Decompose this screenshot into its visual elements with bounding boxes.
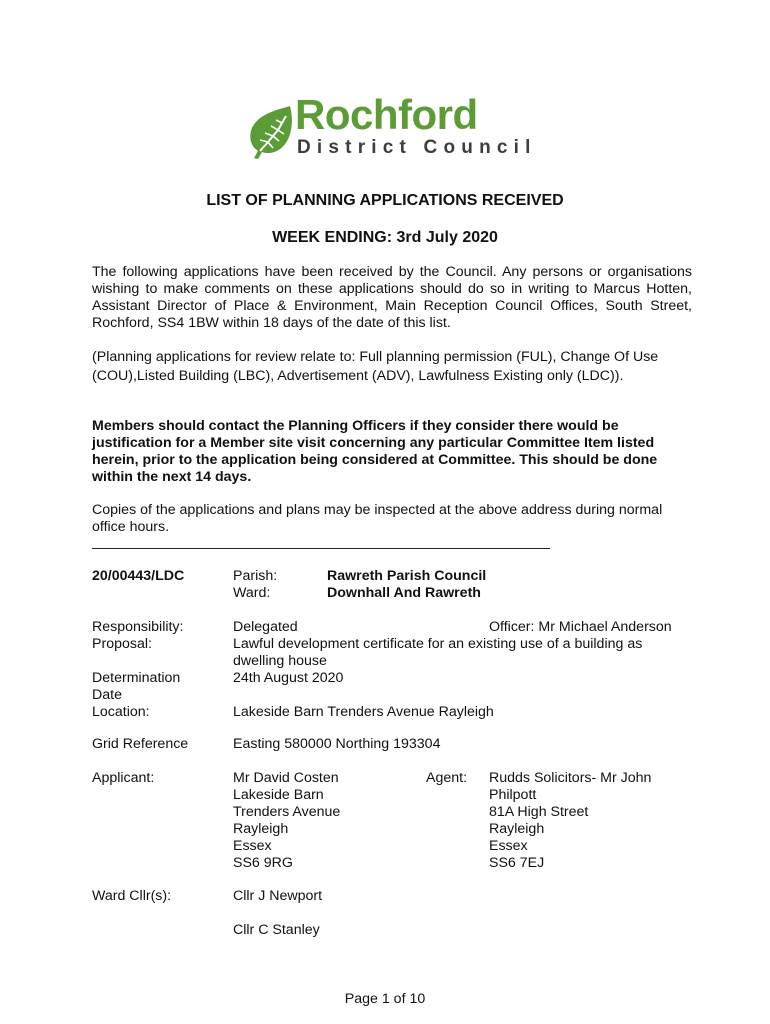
- application-reference: 20/00443/LDC: [92, 568, 185, 584]
- location-value: Lakeside Barn Trenders Avenue Rayleigh: [233, 704, 494, 720]
- ward-cllr-1: Cllr J Newport: [233, 888, 323, 904]
- responsibility-label: Responsibility:: [92, 619, 184, 635]
- ward-cllrs-label: Ward Cllr(s):: [92, 888, 172, 904]
- applicant-line: Lakeside Barn: [233, 787, 324, 803]
- applicant-line: SS6 9RG: [233, 855, 293, 871]
- determination-date: 24th August 2020: [233, 670, 344, 686]
- agent-line: 81A High Street: [489, 804, 589, 820]
- proposal-label: Proposal:: [92, 636, 152, 652]
- applicant-line: Essex: [233, 838, 272, 854]
- determination-label-1: Determination: [92, 670, 181, 686]
- agent-line: Essex: [489, 838, 528, 854]
- agent-line: Philpott: [489, 787, 537, 803]
- applicant-label: Applicant:: [92, 770, 155, 786]
- determination-label-2: Date: [92, 687, 122, 703]
- intro-paragraph-2: (Planning applications for review relate to: Full planning permission (FUL), Change Of Use (COU),Listed Building (LBC), Advertisement (ADV), Lawfulness Existing only (LDC)).: [92, 349, 659, 384]
- leaf-icon: [246, 104, 296, 160]
- applicant-line: Mr David Costen: [233, 770, 339, 786]
- agent-line: Rayleigh: [489, 821, 545, 837]
- grid-reference-value: Easting 580000 Northing 193304: [233, 736, 441, 752]
- week-ending: WEEK ENDING: 3rd July 2020: [272, 229, 498, 246]
- ward-label: Ward:: [233, 585, 271, 601]
- ward-cllr-2: Cllr C Stanley: [233, 922, 320, 938]
- page-number: Page 1 of 10: [344, 991, 426, 1007]
- parish-value: Rawreth Parish Council: [327, 568, 487, 584]
- ward-value: Downhall And Rawreth: [327, 585, 481, 601]
- page-title: LIST OF PLANNING APPLICATIONS RECEIVED: [206, 192, 564, 209]
- location-label: Location:: [92, 704, 150, 720]
- inspection-note: Copies of the applications and plans may be inspected at the above address during normal office hours.: [92, 502, 663, 535]
- parish-label: Parish:: [233, 568, 278, 584]
- council-logo: [246, 91, 537, 168]
- proposal-line-1: Lawful development certificate for an existing use of a building as: [233, 636, 643, 652]
- grid-reference-label: Grid Reference: [92, 736, 189, 752]
- responsibility-value: Delegated: [233, 619, 298, 635]
- logo-name: Rochford: [295, 91, 478, 138]
- intro-paragraph-1: The following applications have been received by the Council. Any persons or organisations wishing to make comments on these applications should do so in writing to Marcus Hotten, Assistant Director of Place & Environment, Main Reception Council Offices, South Street, Rochford, SS4 1BW within 18 days of the date of this list.: [92, 264, 692, 331]
- applicant-line: Trenders Avenue: [233, 804, 341, 820]
- proposal-line-2: dwelling house: [233, 653, 327, 669]
- logo-subtitle: District Council: [297, 137, 537, 158]
- agent-line: SS6 7EJ: [489, 855, 545, 871]
- officer-value: Officer: Mr Michael Anderson: [489, 619, 672, 635]
- divider: [92, 548, 550, 549]
- agent-line: Rudds Solicitors- Mr John: [489, 770, 652, 786]
- applicant-line: Rayleigh: [233, 821, 289, 837]
- members-notice: Members should contact the Planning Officers if they consider there would be justification for a Member site visit concerning any particular Committee Item listed herein, prior to the application being considered at Committee. This should be done within the next 14 days.: [92, 418, 658, 485]
- agent-label: Agent:: [426, 770, 468, 786]
